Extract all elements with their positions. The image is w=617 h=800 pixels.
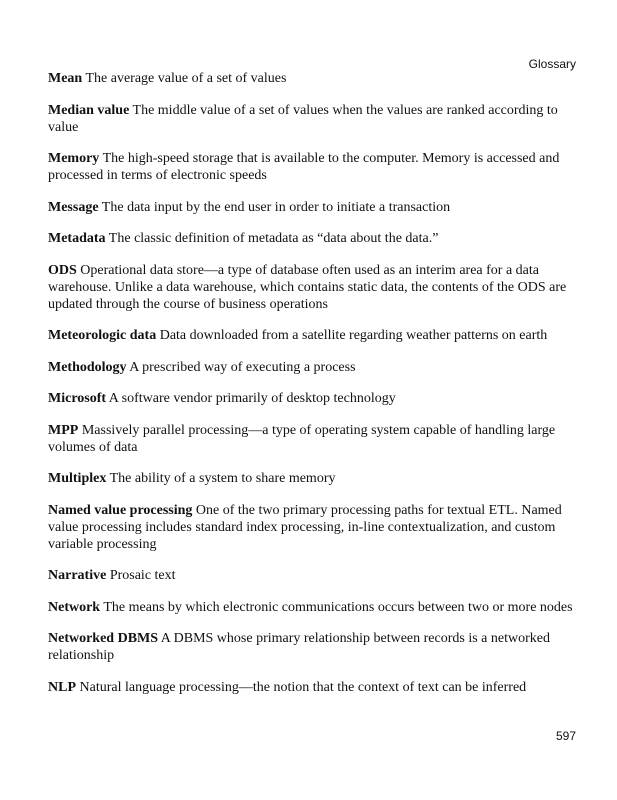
glossary-term: Metadata [48, 231, 106, 246]
glossary-term: ODS [48, 262, 77, 278]
glossary-definition: Massively parallel processing—a type of operating system capable of handling large volumes of data [48, 422, 556, 455]
glossary-definition: The average value of a set of values [85, 71, 287, 86]
glossary-definition: The middle value of a set of values when the values are ranked according to value [48, 102, 558, 135]
glossary-definition: The high-speed storage that is available to the computer. Memory is accessed and processed in terms of electronic speeds [48, 151, 560, 183]
glossary-entry [48, 262, 578, 313]
glossary-entry [48, 102, 578, 136]
glossary-term: Named value processing [48, 502, 193, 518]
glossary-term: Multiplex [48, 471, 107, 486]
glossary-definition: Natural language processing—the notion that the context of text can be inferred [79, 679, 527, 695]
glossary-term: Methodology [48, 359, 127, 375]
glossary-entry [48, 567, 578, 584]
glossary-entry [48, 327, 578, 344]
glossary-definition: The data input by the end user in order to initiate a transaction [101, 199, 451, 215]
glossary-term: Median value [48, 102, 130, 118]
glossary-entry [48, 470, 578, 487]
running-header: Glossary [528, 57, 576, 71]
glossary-term: MPP [48, 422, 79, 438]
glossary-entry [48, 630, 578, 664]
glossary-term: Networked DBMS [48, 631, 159, 646]
page-number: 597 [555, 729, 576, 743]
glossary-term: Memory [48, 151, 100, 166]
glossary-entry [48, 150, 578, 184]
glossary-definition: Prosaic text [109, 568, 176, 583]
glossary-definition: A DBMS whose primary relationship between records is a networked relationship [48, 631, 550, 663]
glossary-entry [48, 70, 578, 87]
glossary-term: Narrative [48, 568, 107, 583]
glossary-definition: The ability of a system to share memory [109, 471, 336, 486]
glossary-term: NLP [48, 679, 76, 695]
glossary-entry [48, 422, 578, 456]
glossary-definition: Operational data store—a type of database often used as an interim area for a data warehouse. Unlike a data warehouse, which contains static data, the contents of the ODS are updated through the course of business operations [48, 262, 567, 312]
glossary-definition: A software vendor primarily of desktop technology [108, 391, 396, 406]
glossary-definition: Data downloaded from a satellite regarding weather patterns on earth [159, 328, 548, 343]
glossary-entry [48, 390, 578, 407]
glossary-term: Microsoft [48, 391, 107, 406]
glossary-term: Message [48, 199, 99, 215]
glossary-definition: The classic definition of metadata as “data about the data.” [108, 231, 439, 246]
glossary-definition: A prescribed way of executing a process [129, 359, 356, 375]
glossary-entry [48, 502, 578, 553]
glossary-term: Network [48, 599, 101, 615]
glossary-entry [48, 599, 578, 616]
glossary-entry [48, 199, 578, 216]
glossary-entry [48, 679, 578, 696]
glossary-definition: The means by which electronic communications occurs between two or more nodes [103, 599, 573, 615]
glossary-term: Mean [48, 71, 83, 86]
glossary-entry [48, 359, 578, 376]
glossary-definition: One of the two primary processing paths for textual ETL. Named value processing includes standard index processing, in-line contextualization, and custom variable processing [48, 502, 562, 552]
glossary-term: Meteorologic data [48, 328, 157, 343]
glossary-entry [48, 230, 578, 247]
glossary-list [48, 70, 578, 710]
